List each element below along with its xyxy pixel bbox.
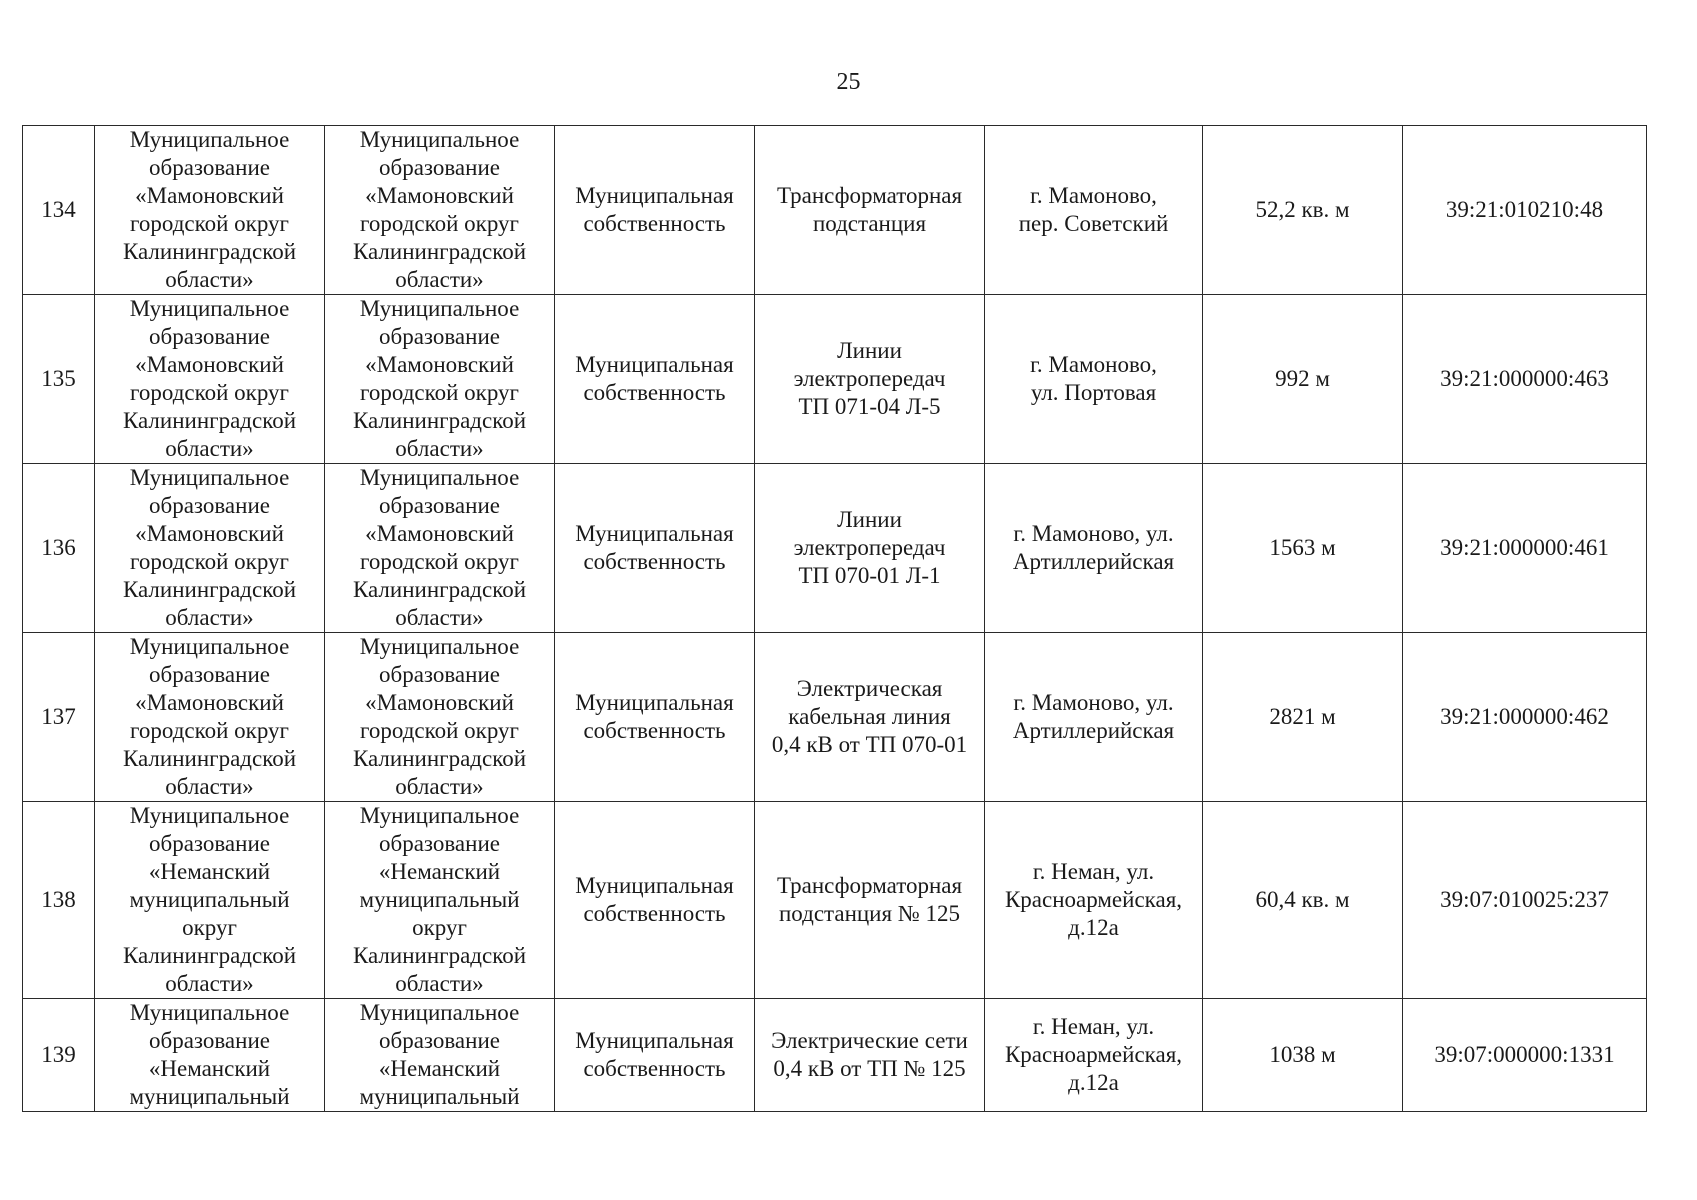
address-cell: г. Неман, ул. Красноармейская, д.12а [985,999,1203,1112]
cadastral-number-cell: 39:07:000000:1331 [1403,999,1647,1112]
table-row [23,999,1647,1112]
row-number-cell: 135 [23,295,95,464]
holder-cell: Муниципальное образование «Мамоновский городской округ Калининградской области» [325,464,555,633]
cadastral-number-cell: 39:07:010025:237 [1403,802,1647,999]
size-cell: 992 м [1203,295,1403,464]
object-name-cell: Линии электропередач ТП 070-01 Л-1 [755,464,985,633]
ownership-cell: Муниципальная собственность [555,126,755,295]
object-name-cell: Линии электропередач ТП 071-04 Л-5 [755,295,985,464]
owner-cell: Муниципальное образование «Неманский муниципальный округ Калининградской области» [95,802,325,999]
table-row [23,633,1647,802]
table-row [23,295,1647,464]
object-name-cell: Электрическая кабельная линия 0,4 кВ от ТП 070-01 [755,633,985,802]
size-cell: 60,4 кв. м [1203,802,1403,999]
owner-cell: Муниципальное образование «Мамоновский городской округ Калининградской области» [95,464,325,633]
property-register-table [22,125,1647,1112]
table-row [23,464,1647,633]
size-cell: 2821 м [1203,633,1403,802]
row-number-cell: 136 [23,464,95,633]
size-cell: 1038 м [1203,999,1403,1112]
cadastral-number-cell: 39:21:010210:48 [1403,126,1647,295]
holder-cell: Муниципальное образование «Мамоновский городской округ Калининградской области» [325,126,555,295]
address-cell: г. Мамоново, ул. Артиллерийская [985,633,1203,802]
size-cell: 1563 м [1203,464,1403,633]
size-cell: 52,2 кв. м [1203,126,1403,295]
ownership-cell: Муниципальная собственность [555,295,755,464]
row-number-cell: 137 [23,633,95,802]
owner-cell: Муниципальное образование «Неманский муниципальный [95,999,325,1112]
ownership-cell: Муниципальная собственность [555,802,755,999]
row-number-cell: 139 [23,999,95,1112]
row-number-cell: 138 [23,802,95,999]
owner-cell: Муниципальное образование «Мамоновский городской округ Калининградской области» [95,633,325,802]
cadastral-number-cell: 39:21:000000:463 [1403,295,1647,464]
table-row [23,802,1647,999]
address-cell: г. Неман, ул. Красноармейская, д.12а [985,802,1203,999]
row-number-cell: 134 [23,126,95,295]
page-number: 25 [836,69,861,95]
cadastral-number-cell: 39:21:000000:462 [1403,633,1647,802]
object-name-cell: Трансформаторная подстанция [755,126,985,295]
owner-cell: Муниципальное образование «Мамоновский городской округ Калининградской области» [95,126,325,295]
address-cell: г. Мамоново, пер. Советский [985,126,1203,295]
address-cell: г. Мамоново, ул. Артиллерийская [985,464,1203,633]
owner-cell: Муниципальное образование «Мамоновский городской округ Калининградской области» [95,295,325,464]
holder-cell: Муниципальное образование «Мамоновский городской округ Калининградской области» [325,295,555,464]
cadastral-number-cell: 39:21:000000:461 [1403,464,1647,633]
ownership-cell: Муниципальная собственность [555,633,755,802]
address-cell: г. Мамоново, ул. Портовая [985,295,1203,464]
object-name-cell: Электрические сети 0,4 кВ от ТП № 125 [755,999,985,1112]
holder-cell: Муниципальное образование «Мамоновский городской округ Калининградской области» [325,633,555,802]
ownership-cell: Муниципальная собственность [555,464,755,633]
holder-cell: Муниципальное образование «Неманский муниципальный [325,999,555,1112]
ownership-cell: Муниципальная собственность [555,999,755,1112]
table-row [23,126,1647,295]
holder-cell: Муниципальное образование «Неманский муниципальный округ Калининградской области» [325,802,555,999]
object-name-cell: Трансформаторная подстанция № 125 [755,802,985,999]
